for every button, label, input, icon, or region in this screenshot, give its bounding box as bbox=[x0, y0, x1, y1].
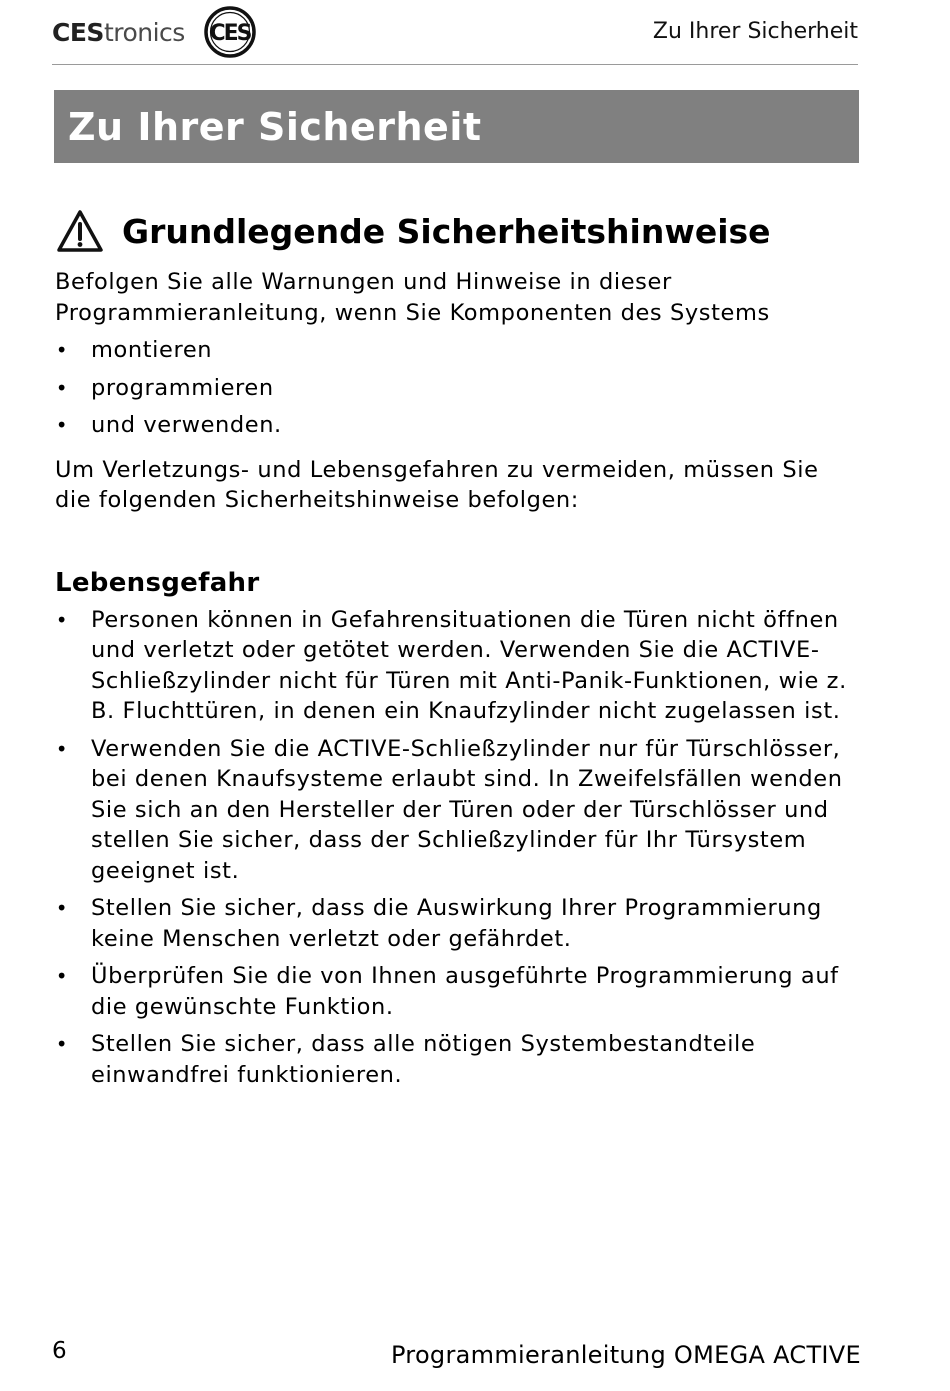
logo-wordmark-light: tronics bbox=[103, 17, 185, 47]
page-number: 6 bbox=[52, 1338, 67, 1364]
logo-wordmark bbox=[52, 17, 185, 47]
list-item bbox=[55, 373, 855, 404]
list-item-text: Stellen Sie sicher, dass alle nötigen Systembestandteile einwandfrei funktionieren. bbox=[91, 1031, 756, 1088]
danger-list bbox=[55, 605, 855, 1091]
section-title: Grundlegende Sicherheitshinweise bbox=[122, 211, 771, 251]
list-item-text: und verwenden. bbox=[91, 412, 282, 438]
list-item-text: Überprüfen Sie die von Ihnen ausgeführte Programmierung auf die gewünschte Funktion. bbox=[91, 963, 839, 1020]
bullet: • bbox=[55, 413, 69, 437]
list-item bbox=[55, 335, 855, 366]
page-header bbox=[52, 0, 858, 65]
logo-mark-text: CES bbox=[209, 21, 251, 46]
bullet: • bbox=[55, 338, 69, 362]
footer-document-title: Programmieranleitung OMEGA ACTIVE bbox=[390, 1341, 861, 1369]
list-item-text: Personen können in Gefahrensituationen die Türen nicht öffnen und verletzt oder getötet werden. Verwenden Sie die ACTIVE-Schließzylinder nicht für Türen mit Anti-Panik-Funktionen, wie z. B. Fluchttüren, in denen ein Knaufzylinder nicht zugelassen ist. bbox=[91, 606, 847, 724]
list-item bbox=[55, 961, 855, 1022]
bullet: • bbox=[55, 1032, 69, 1056]
list-item bbox=[55, 605, 855, 727]
danger-heading: Lebensgefahr bbox=[55, 567, 260, 598]
list-item-text: programmieren bbox=[91, 374, 274, 401]
section-heading bbox=[55, 205, 855, 257]
chapter-banner bbox=[54, 90, 859, 163]
list-item bbox=[55, 734, 855, 887]
bullet: • bbox=[55, 964, 69, 988]
bullet: • bbox=[55, 375, 69, 400]
page-content bbox=[55, 205, 855, 1097]
list-item-text: Verwenden Sie die ACTIVE-Schließzylinder nur für Türschlösser, bei denen Knaufsysteme erlaubt sind. In Zweifelsfällen wenden Sie sich an den Hersteller der Türen oder der Türschlösser und stellen Sie sicher, dass der Schließzylinder für Ihr Türsystem geeignet ist. bbox=[91, 735, 843, 884]
cestronics-logo bbox=[52, 8, 257, 56]
list-item-text: montieren bbox=[91, 337, 213, 363]
intro-paragraph: Befolgen Sie alle Warnungen und Hinweise in dieser Programmieranleitung, wenn Sie Komponenten des Systems bbox=[55, 269, 770, 326]
warning-triangle-icon bbox=[56, 209, 104, 253]
running-header-title: Zu Ihrer Sicherheit bbox=[652, 19, 858, 44]
list-item bbox=[55, 893, 855, 954]
bullet: • bbox=[55, 607, 69, 632]
intro-list bbox=[55, 335, 855, 441]
list-item bbox=[55, 1029, 855, 1090]
bullet: • bbox=[55, 896, 69, 920]
ces-seal-icon bbox=[203, 5, 257, 59]
bullet: • bbox=[55, 736, 69, 761]
list-item-text: Stellen Sie sicher, dass die Auswirkung Ihrer Programmierung keine Menschen verletzt oder gefährdet. bbox=[91, 895, 822, 952]
list-item bbox=[55, 410, 855, 441]
instruction-paragraph: Um Verletzungs- und Lebensgefahren zu vermeiden, müssen Sie die folgenden Sicherheitshinweise befolgen: bbox=[55, 456, 819, 513]
logo-wordmark-bold: CES bbox=[52, 17, 104, 47]
chapter-title: Zu Ihrer Sicherheit bbox=[68, 104, 482, 149]
